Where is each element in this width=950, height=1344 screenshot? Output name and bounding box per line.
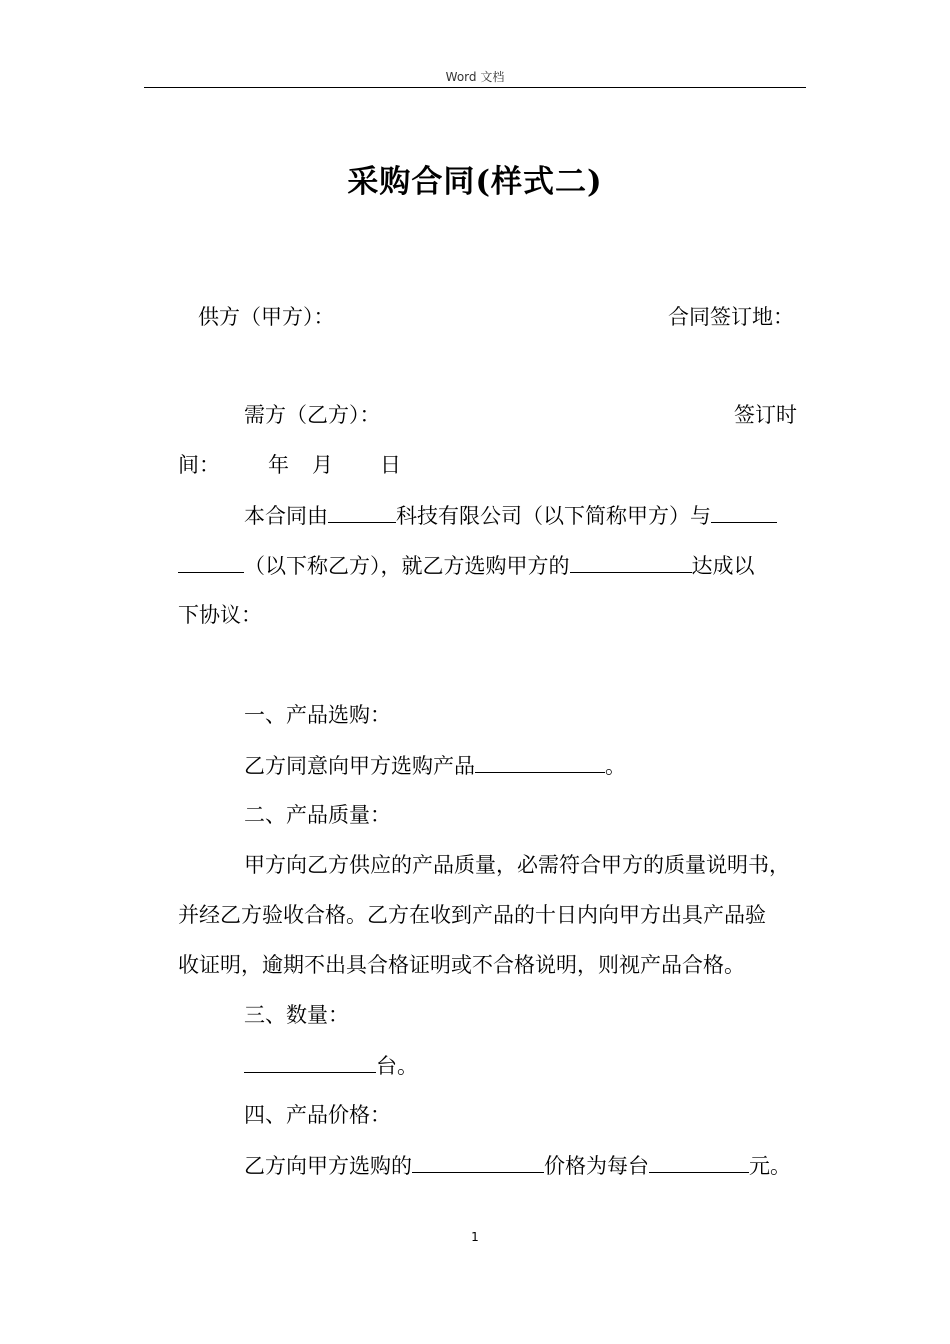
- section-3-body: [244, 1050, 418, 1081]
- section-3-text: 台。: [376, 1054, 418, 1078]
- page-number: 1: [471, 1230, 479, 1244]
- section-1-heading: 一、产品选购：: [244, 703, 391, 727]
- blank-field[interactable]: [412, 1150, 544, 1173]
- document-title: 采购合同(样式二): [347, 164, 603, 200]
- section-1-text: 。: [605, 754, 626, 778]
- section-4-text: 元。: [749, 1154, 791, 1178]
- header-rule: [144, 87, 806, 88]
- intro-line-2: [178, 550, 755, 581]
- section-2-heading: 二、产品质量：: [244, 803, 391, 827]
- section-3-heading: 三、数量：: [244, 1003, 349, 1027]
- intro-text: 本合同由: [244, 504, 328, 528]
- intro-line-1: [244, 500, 777, 531]
- intro-text: 科技有限公司（以下简称甲方）与: [396, 504, 711, 528]
- blank-field[interactable]: [649, 1150, 749, 1173]
- blank-field[interactable]: [178, 550, 244, 573]
- intro-line-3: 下协议：: [178, 603, 262, 627]
- blank-field[interactable]: [475, 750, 605, 773]
- section-1-body: [244, 750, 626, 781]
- blank-field[interactable]: [328, 500, 396, 523]
- blank-field[interactable]: [244, 1050, 376, 1073]
- signing-place-label: 合同签订地：: [668, 305, 794, 329]
- blank-field[interactable]: [711, 500, 777, 523]
- section-4-body: [244, 1150, 791, 1181]
- section-4-text: 价格为每台: [544, 1154, 649, 1178]
- signing-time-label: 签订时: [734, 403, 797, 427]
- date-year: 年: [268, 453, 289, 477]
- blank-field[interactable]: [570, 550, 692, 573]
- section-1-text: 乙方同意向甲方选购产品: [244, 754, 475, 778]
- section-2-line-2: 并经乙方验收合格。乙方在收到产品的十日内向甲方出具产品验: [178, 903, 766, 927]
- intro-text: （以下称乙方），就乙方选购甲方的: [244, 554, 570, 578]
- intro-text: 达成以: [691, 554, 755, 578]
- section-2-line-3: 收证明，逾期不出具合格证明或不合格说明，则视产品合格。: [178, 953, 745, 977]
- signing-time-continued: 间：: [178, 453, 220, 477]
- buyer-label: 需方（乙方）：: [244, 403, 381, 427]
- section-4-heading: 四、产品价格：: [244, 1103, 391, 1127]
- date-day: 日: [380, 453, 401, 477]
- section-4-text: 乙方向甲方选购的: [244, 1154, 412, 1178]
- page-header: Word 文档: [445, 70, 505, 84]
- supplier-label: 供方（甲方）：: [198, 305, 335, 329]
- date-month: 月: [312, 453, 333, 477]
- section-2-line-1: 甲方向乙方供应的产品质量，必需符合甲方的质量说明书，: [244, 853, 790, 877]
